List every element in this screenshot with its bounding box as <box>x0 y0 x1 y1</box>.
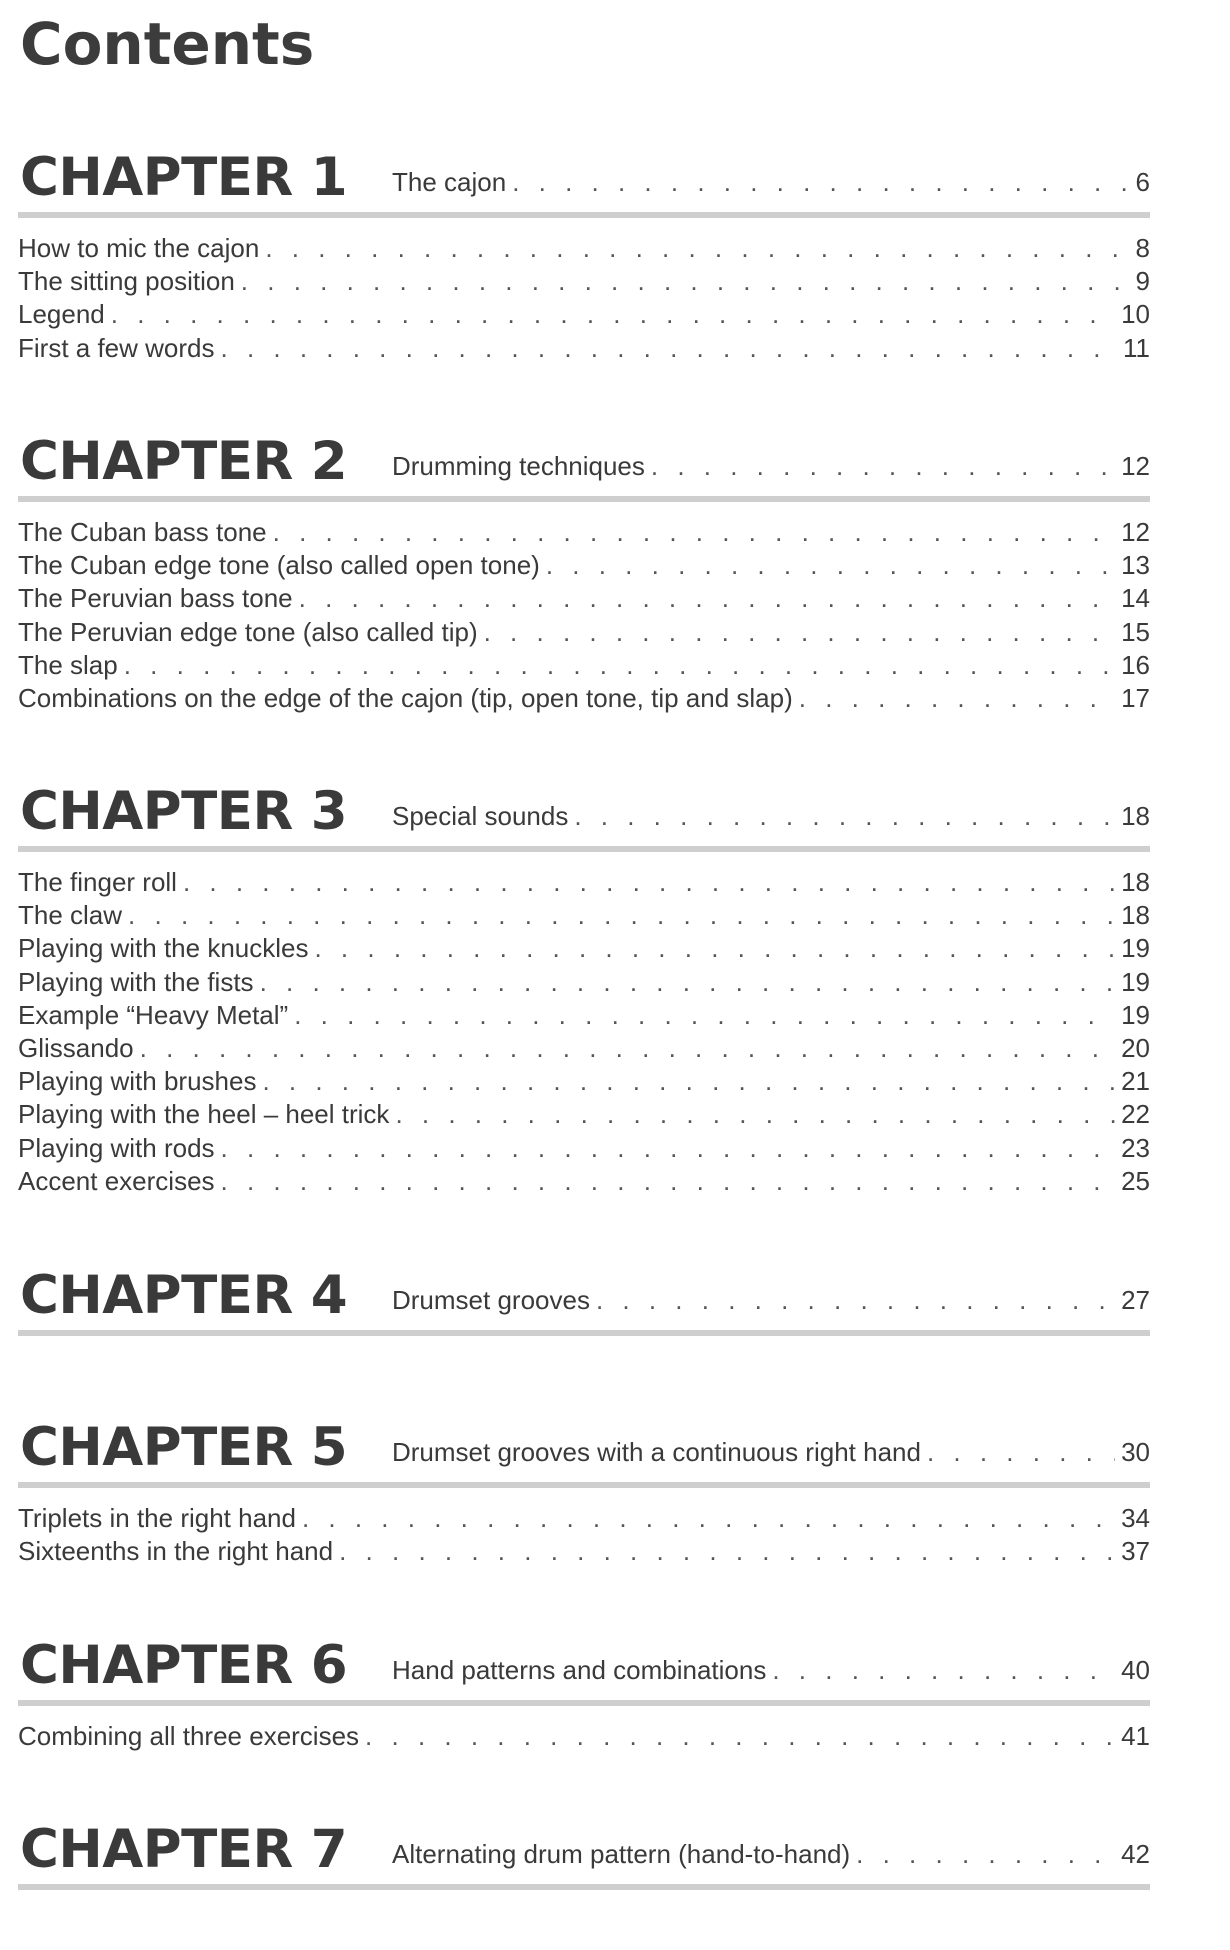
dot-leader <box>927 1436 1115 1468</box>
dot-leader <box>221 332 1118 365</box>
chapter-header <box>18 1636 1150 1706</box>
chapter-title: Drumming techniques <box>392 451 645 481</box>
dot-leader <box>574 800 1115 832</box>
chapter-title: Alternating drum pattern (hand-to-hand) <box>392 1839 851 1869</box>
chapter-label: CHAPTER 5 <box>20 1417 348 1478</box>
entry-title: The Cuban bass tone <box>18 517 267 547</box>
dot-leader <box>772 1654 1115 1686</box>
chapter-title-link[interactable] <box>392 166 1150 198</box>
page-number: 19 <box>1121 999 1150 1030</box>
page-number: 15 <box>1121 616 1150 647</box>
page-number: 19 <box>1121 966 1150 997</box>
dot-leader <box>124 649 1115 682</box>
page-number: 12 <box>1121 451 1150 481</box>
page-number: 6 <box>1135 167 1150 197</box>
page-number: 13 <box>1121 550 1150 581</box>
chapter-title-link[interactable] <box>392 1436 1150 1468</box>
dot-leader <box>128 899 1115 932</box>
entry-title: The claw <box>18 900 123 931</box>
entry-title: Playing with rods <box>18 1132 215 1163</box>
entry-title: Playing with brushes <box>18 1066 257 1097</box>
chapter-label: CHAPTER 4 <box>20 1265 348 1326</box>
toc-entry[interactable] <box>18 1032 1150 1065</box>
chapter-label: CHAPTER 6 <box>20 1635 348 1696</box>
page-number: 42 <box>1121 1839 1150 1869</box>
dot-leader <box>299 582 1115 615</box>
page-number: 18 <box>1121 867 1150 897</box>
chapter-6 <box>18 1636 1150 1753</box>
chapter-label: CHAPTER 7 <box>20 1819 348 1880</box>
chapter-title: Hand patterns and combinations <box>392 1655 767 1685</box>
chapter-label: CHAPTER 2 <box>20 431 348 492</box>
dot-leader <box>799 682 1115 715</box>
dot-leader <box>221 1132 1116 1165</box>
dot-leader <box>546 549 1115 582</box>
entry-title: Accent exercises <box>18 1165 215 1196</box>
chapter-header <box>18 1820 1150 1890</box>
entry-title: The slap <box>18 649 118 680</box>
toc-entry[interactable] <box>18 1165 1150 1198</box>
entry-list <box>18 866 1150 1198</box>
chapter-2 <box>18 432 1150 715</box>
entry-title: Combining all three exercises <box>18 1721 360 1751</box>
toc-entry[interactable] <box>18 582 1150 615</box>
dot-leader <box>484 616 1115 649</box>
entry-title: Playing with the fists <box>18 966 254 997</box>
page-number: 18 <box>1121 801 1150 831</box>
entry-title: The Peruvian bass tone <box>18 583 293 614</box>
chapter-label: CHAPTER 3 <box>20 781 348 842</box>
chapter-1 <box>18 148 1150 365</box>
page-number: 30 <box>1121 1437 1150 1467</box>
entry-title: The finger roll <box>18 867 177 897</box>
page-number: 40 <box>1121 1655 1150 1685</box>
chapter-title-link[interactable] <box>392 800 1150 832</box>
toc-entry[interactable] <box>18 1098 1150 1131</box>
entry-title: Legend <box>18 299 105 330</box>
toc-entry[interactable] <box>18 549 1150 582</box>
dot-leader <box>140 1032 1115 1065</box>
dot-leader <box>294 999 1115 1032</box>
chapter-title: Drumset grooves with a continuous right hand <box>392 1437 921 1467</box>
dot-leader <box>365 1720 1115 1753</box>
page-number: 22 <box>1121 1099 1150 1130</box>
entry-title: Playing with the knuckles <box>18 933 309 964</box>
page-number: 8 <box>1135 233 1150 263</box>
chapter-title: The cajon <box>392 167 507 197</box>
dot-leader <box>395 1098 1115 1131</box>
page-number: 10 <box>1121 299 1150 330</box>
dot-leader <box>241 265 1130 298</box>
page-number: 34 <box>1121 1503 1150 1533</box>
chapter-title-link[interactable] <box>392 1654 1150 1686</box>
entry-title: Triplets in the right hand <box>18 1503 296 1533</box>
dot-leader <box>111 298 1115 331</box>
chapter-title: Special sounds <box>392 801 569 831</box>
dot-leader <box>183 866 1115 899</box>
dot-leader <box>339 1535 1115 1568</box>
toc-entry[interactable] <box>18 1535 1150 1568</box>
chapter-4 <box>18 1266 1150 1336</box>
dot-leader <box>314 932 1115 965</box>
chapter-title-link[interactable] <box>392 450 1150 482</box>
page-number: 19 <box>1121 933 1150 964</box>
entry-title: The sitting position <box>18 266 235 297</box>
chapter-3 <box>18 782 1150 1198</box>
chapter-header <box>18 1266 1150 1336</box>
toc-entry[interactable] <box>18 899 1150 932</box>
entry-title: How to mic the cajon <box>18 233 260 263</box>
entry-title: The Peruvian edge tone (also called tip) <box>18 616 478 647</box>
entry-list <box>18 232 1150 365</box>
entry-title: Glissando <box>18 1032 134 1063</box>
chapter-header <box>18 432 1150 502</box>
page-number: 25 <box>1121 1165 1150 1196</box>
entry-list <box>18 516 1150 715</box>
dot-leader <box>221 1165 1116 1198</box>
dot-leader <box>651 450 1115 482</box>
dot-leader <box>265 232 1129 265</box>
page-number: 9 <box>1135 266 1150 297</box>
dot-leader <box>596 1284 1115 1316</box>
toc-entry[interactable] <box>18 265 1150 298</box>
entry-title: Example “Heavy Metal” <box>18 999 289 1030</box>
toc-entry[interactable] <box>18 298 1150 331</box>
page-number: 37 <box>1121 1536 1150 1567</box>
page-number: 20 <box>1121 1032 1150 1063</box>
toc-entry[interactable] <box>18 682 1150 715</box>
toc-entry[interactable] <box>18 1065 1150 1098</box>
toc-entry[interactable] <box>18 932 1150 965</box>
toc-entry[interactable] <box>18 866 1150 899</box>
entry-title: First a few words <box>18 332 215 363</box>
toc-entry[interactable] <box>18 649 1150 682</box>
page-number: 16 <box>1121 649 1150 680</box>
page-number: 14 <box>1121 583 1150 614</box>
entry-list <box>18 1720 1150 1753</box>
page-number: 21 <box>1121 1066 1150 1097</box>
page-number: 23 <box>1121 1132 1150 1163</box>
page-title: Contents <box>20 10 315 78</box>
page-number: 12 <box>1121 517 1150 547</box>
toc-entry[interactable] <box>18 616 1150 649</box>
dot-leader <box>512 166 1129 198</box>
toc-entry[interactable] <box>18 332 1150 365</box>
chapter-title-link[interactable] <box>392 1284 1150 1316</box>
toc-entry[interactable] <box>18 232 1150 265</box>
dot-leader <box>302 1502 1115 1535</box>
dot-leader <box>273 516 1115 549</box>
dot-leader <box>262 1065 1115 1098</box>
page-number: 27 <box>1121 1285 1150 1315</box>
toc-entry[interactable] <box>18 999 1150 1032</box>
entry-title: Combinations on the edge of the cajon (tip, open tone, tip and slap) <box>18 682 793 713</box>
toc-entry[interactable] <box>18 966 1150 999</box>
toc-entry[interactable] <box>18 1502 1150 1535</box>
entry-title: The Cuban edge tone (also called open tone) <box>18 550 540 581</box>
page-number: 18 <box>1121 900 1150 931</box>
chapter-7 <box>18 1820 1150 1890</box>
entry-list <box>18 1502 1150 1568</box>
entry-title: Sixteenths in the right hand <box>18 1536 334 1567</box>
chapter-header <box>18 782 1150 852</box>
toc-entry[interactable] <box>18 1132 1150 1165</box>
page-number: 41 <box>1121 1721 1150 1751</box>
entry-title: Playing with the heel – heel trick <box>18 1099 390 1130</box>
chapter-header <box>18 148 1150 218</box>
chapter-title: Drumset grooves <box>392 1285 590 1315</box>
chapter-title-link[interactable] <box>392 1838 1150 1870</box>
dot-leader <box>260 966 1116 999</box>
toc-entry[interactable] <box>18 516 1150 549</box>
chapter-header <box>18 1418 1150 1488</box>
chapter-label: CHAPTER 1 <box>20 147 348 208</box>
toc-entry[interactable] <box>18 1720 1150 1753</box>
dot-leader <box>856 1838 1115 1870</box>
page-number: 11 <box>1123 332 1150 363</box>
page-number: 17 <box>1121 682 1150 713</box>
chapter-5 <box>18 1418 1150 1568</box>
